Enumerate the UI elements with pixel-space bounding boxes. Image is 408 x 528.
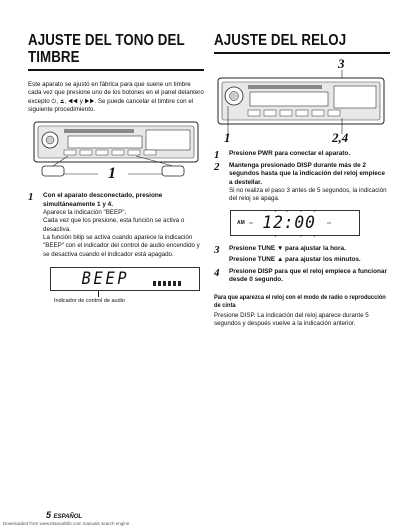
section-title-tone: AJUSTE DEL TONO DEL TIMBRE [28, 32, 185, 66]
clock-step-4-text: Presione DISP para que el reloj empiece a funcionar desde 0 segundo. [229, 267, 387, 284]
figure-callout-3: 3 [338, 56, 345, 71]
step-number: 1 [28, 191, 34, 204]
flash-rays-icon [231, 211, 361, 237]
radio-faceplate-illustration [28, 120, 204, 188]
clock-step-2-note: Si no realiza el paso 3 antes de 5 segundos, la indicación del reloj se apaga. [229, 187, 387, 203]
tone-intro: Este aparato se ajustó en fábrica para que suene un timbre cada vez que presione uno de los botones en el panel delantero excepto ⏻, ⏏, ◀◀ y ▶▶. Se puede cancelar el timbre con el siguiente procedimiento. [28, 81, 204, 113]
download-footer: Downloaded from www.Manualslib.com manuals search engine [3, 521, 130, 526]
tone-step-1 [28, 192, 204, 259]
audio-indicator-icon [153, 277, 193, 287]
clock-lcd-text: 12:00 [262, 212, 316, 233]
radio-faceplate-illustration [214, 70, 390, 142]
clock-note-body: Presione DISP. La indicación del reloj aparece durante 5 segundos y después vuelve a la indicación anterior. [214, 311, 369, 327]
step-number: 4 [214, 266, 220, 279]
clock-step-2 [214, 162, 390, 204]
page-number-digit: 5 [46, 510, 52, 520]
step-number: 3 [214, 243, 220, 256]
clock-step-2-text: Mantenga presionado DISP durante más de 2 segundos hasta que la indicación del reloj empiece a destellar. [229, 161, 385, 186]
title-rule [28, 69, 204, 71]
figure-callout-1: 1 [224, 130, 231, 145]
tone-step-line-3: La función bilip se activa cuando aparece la indicación "BEEP" con el indicador del control de audio encendido y se desactiva cuando el indicador está apagado. [43, 234, 200, 258]
page-language: ESPAÑOL [53, 514, 83, 520]
radio-faceplate-figure-left [28, 120, 204, 188]
clock-note-heading: Para que aparezca el reloj con el modo de radio o reproducción de cinta [214, 293, 386, 310]
clock-step-3-text: Presione TUNE ▼ para ajustar la hora. [229, 244, 346, 252]
tone-step-line-1: Aparece la indicación "BEEP". [43, 209, 127, 217]
clock-step-3 [214, 245, 390, 265]
figure-callout-2-4: 2,4 [332, 130, 349, 145]
title-rule [214, 52, 390, 54]
clock-am-label: AM [237, 219, 245, 226]
left-column [28, 32, 204, 305]
section-title-clock: AJUSTE DEL RELOJ [214, 32, 347, 49]
tone-step-heading: Con el aparato desconectado, presione simultáneamente 1 y 4. [43, 192, 163, 208]
clock-step-3b-text: Presione TUNE ▲ para ajustar los minutos. [229, 256, 361, 264]
clock-lcd [230, 210, 360, 236]
page-number [46, 510, 82, 520]
beep-lcd-text: BEEP [81, 268, 130, 289]
tone-step-line-2: Cada vez que los presione, esta función se activa o desactiva. [43, 217, 185, 233]
step-number: 2 [214, 160, 220, 173]
right-column [214, 32, 390, 328]
beep-lcd [50, 267, 200, 291]
display-caption: Indicador de control de audio [54, 297, 125, 304]
radio-faceplate-figure-right [214, 56, 390, 144]
beep-display-figure [28, 267, 204, 305]
step-number: 1 [214, 149, 220, 161]
clock-step-1-text: Presione PWR para conectar el aparato. [229, 150, 351, 157]
clock-step-1 [214, 150, 390, 159]
clock-step-4 [214, 268, 390, 285]
figure-callout-1: 1 [108, 165, 116, 183]
clock-display-figure [214, 210, 390, 236]
